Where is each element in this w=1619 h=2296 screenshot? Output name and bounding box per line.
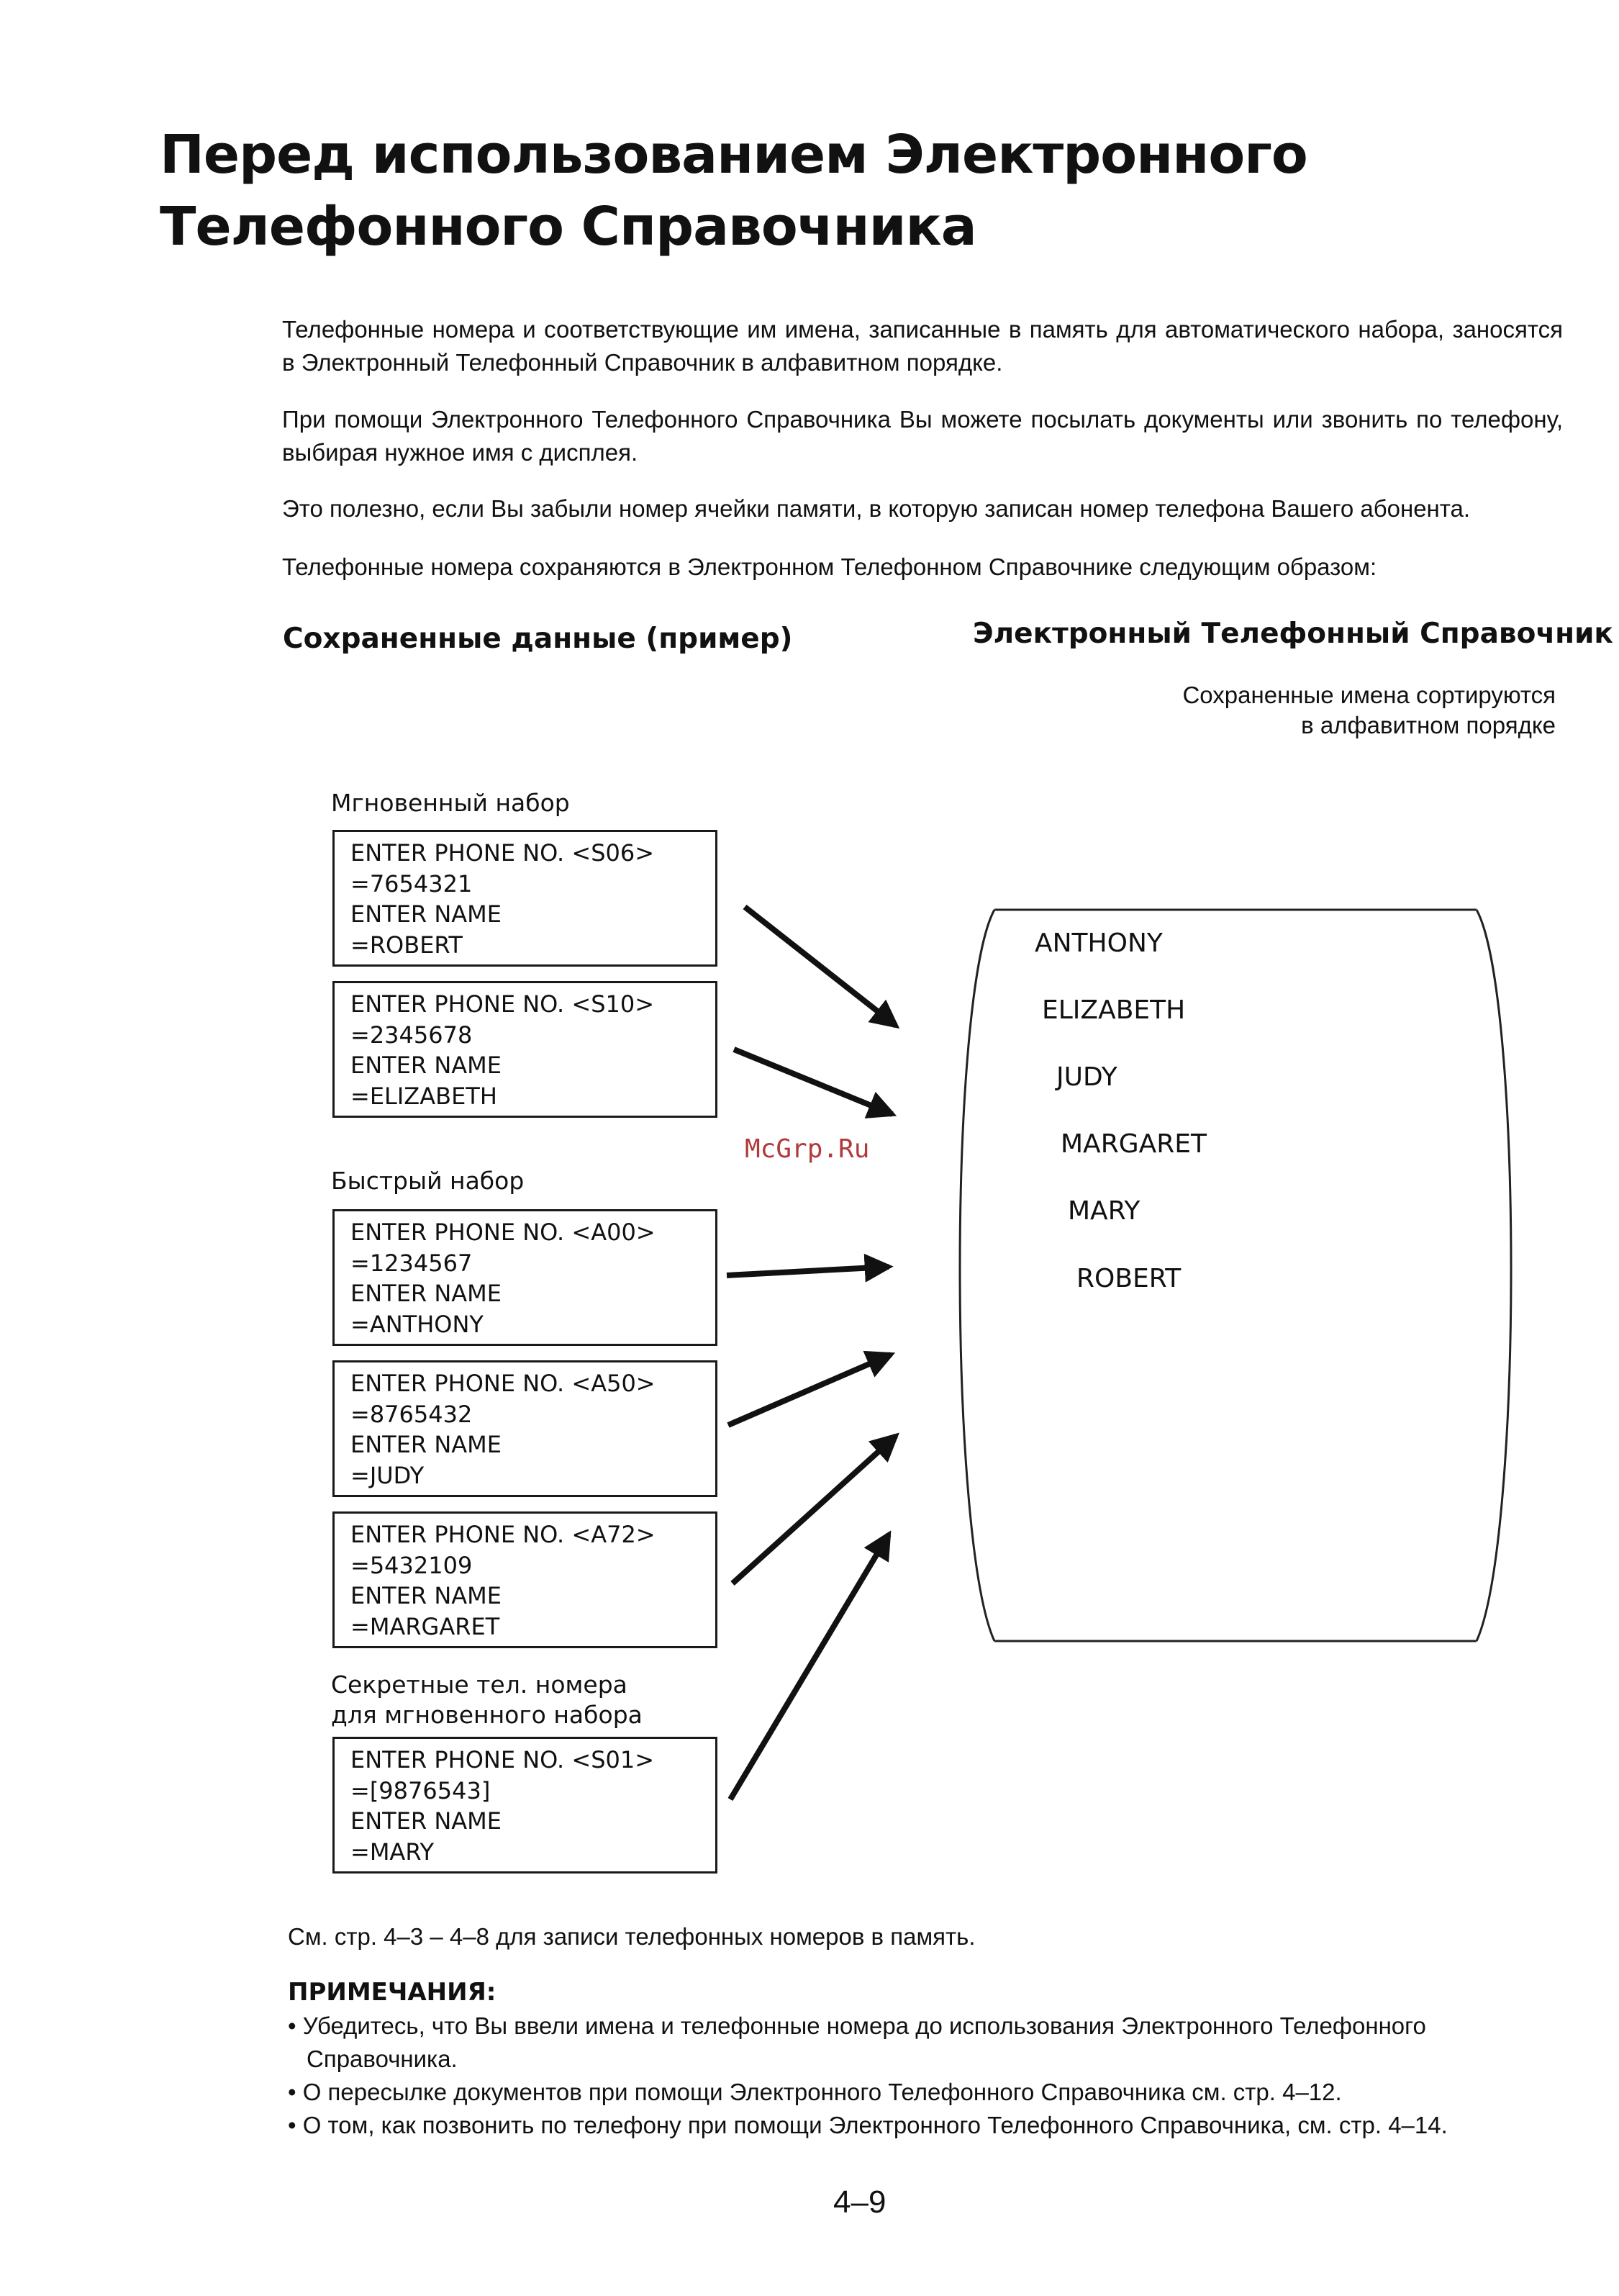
entry-name-value: =MARY	[350, 1838, 435, 1866]
sorted-note-line-2: в алфавитном порядке	[1301, 712, 1556, 738]
group-label-instant: Мгновенный набор	[331, 789, 570, 817]
directory-name: ROBERT	[1076, 1264, 1182, 1293]
directory-name: MARY	[1068, 1196, 1140, 1226]
entry-name-prompt: ENTER NAME	[350, 1582, 502, 1609]
entry-phone-prompt: ENTER PHONE NO. <A50>	[350, 1370, 656, 1397]
entry-name-value: =ELIZABETH	[350, 1082, 497, 1110]
entry-name-prompt: ENTER NAME	[350, 900, 502, 928]
entry-phone-value: =8765432	[350, 1400, 473, 1428]
entry-name-value: =JUDY	[350, 1461, 425, 1489]
cylinder-right-arc	[1477, 910, 1511, 1641]
entry-phone-prompt: ENTER PHONE NO. <S06>	[350, 839, 655, 867]
page-number: 4–9	[833, 2184, 886, 2220]
arrows	[727, 907, 896, 1799]
entry-name-value: =ROBERT	[350, 931, 463, 959]
title-line-1: Перед использованием Электронного	[160, 124, 1307, 186]
directory-name: ELIZABETH	[1042, 995, 1186, 1025]
entry-name-prompt: ENTER NAME	[350, 1280, 502, 1307]
directory-heading: Электронный Телефонный Справочник	[973, 618, 1613, 650]
intro-paragraph-1: Телефонные номера и соответствующие им имена, записанные в память для автоматического набора, заносятся в Электронный Телефонный Справочник в алфавитном порядке.	[282, 316, 1563, 376]
entry-name-value: =ANTHONY	[350, 1310, 484, 1338]
group-label-secret-line-2: для мгновенного набора	[331, 1701, 643, 1729]
entry-phone-prompt: ENTER PHONE NO. <S10>	[350, 990, 655, 1018]
see-pages-note: См. стр. 4–3 – 4–8 для записи телефонных номеров в память.	[288, 1923, 976, 1950]
arrow-mary	[730, 1535, 889, 1799]
cylinder-left-arc	[960, 910, 994, 1641]
title-line-2: Телефонного Справочника	[160, 196, 976, 258]
entry-name-value: =MARGARET	[350, 1612, 500, 1640]
watermark-text: McGrp.Ru	[745, 1134, 870, 1164]
intro-paragraph-2: При помощи Электронного Телефонного Справочника Вы можете посылать документы или звонить по телефону, выбирая нужное имя с дисплея.	[282, 406, 1563, 466]
entry-phone-value: =5432109	[350, 1551, 473, 1579]
directory-name: ANTHONY	[1035, 928, 1163, 958]
notes-title: ПРИМЕЧАНИЯ:	[288, 1978, 496, 2007]
entry-name-prompt: ENTER NAME	[350, 1431, 502, 1458]
intro-paragraph-3: Это полезно, если Вы забыли номер ячейки памяти, в которую записан номер телефона Вашего абонента.	[282, 495, 1471, 522]
sorted-note-line-1: Сохраненные имена сортируются	[1182, 682, 1556, 708]
entry-phone-prompt: ENTER PHONE NO. <A72>	[350, 1521, 656, 1548]
note-item: • О пересылке документов при помощи Электронного Телефонного Справочника см. стр. 4–12.	[288, 2079, 1342, 2105]
arrow-robert	[745, 907, 896, 1026]
arrow-anthony	[727, 1267, 889, 1275]
directory-name: MARGARET	[1061, 1129, 1207, 1159]
intro-paragraph-4: Телефонные номера сохраняются в Электронном Телефонном Справочнике следующим образом:	[282, 553, 1377, 580]
group-label-speed: Быстрый набор	[331, 1167, 525, 1195]
stored-data-heading: Сохраненные данные (пример)	[283, 623, 793, 655]
entry-phone-prompt: ENTER PHONE NO. <S01>	[350, 1746, 655, 1773]
entry-name-prompt: ENTER NAME	[350, 1807, 502, 1835]
note-item: • О том, как позвонить по телефону при помощи Электронного Телефонного Справочника, см. стр. 4–14.	[288, 2112, 1448, 2138]
group-label-secret-line-1: Секретные тел. номера	[331, 1671, 627, 1699]
entry-name-prompt: ENTER NAME	[350, 1052, 502, 1079]
note-item: • Убедитесь, что Вы ввели имена и телефонные номера до использования Электронного Телефонного Справочника.	[288, 2012, 1426, 2072]
arrow-elizabeth	[734, 1049, 892, 1114]
entry-phone-value: =2345678	[350, 1021, 473, 1049]
directory-name: JUDY	[1056, 1062, 1117, 1092]
entry-phone-value: =1234567	[350, 1249, 473, 1277]
entry-phone-value: =[9876543]	[350, 1776, 491, 1804]
entry-phone-value: =7654321	[350, 869, 473, 898]
entry-phone-prompt: ENTER PHONE NO. <A00>	[350, 1219, 656, 1246]
arrow-judy	[728, 1355, 891, 1425]
notes-list	[288, 2010, 1569, 2142]
